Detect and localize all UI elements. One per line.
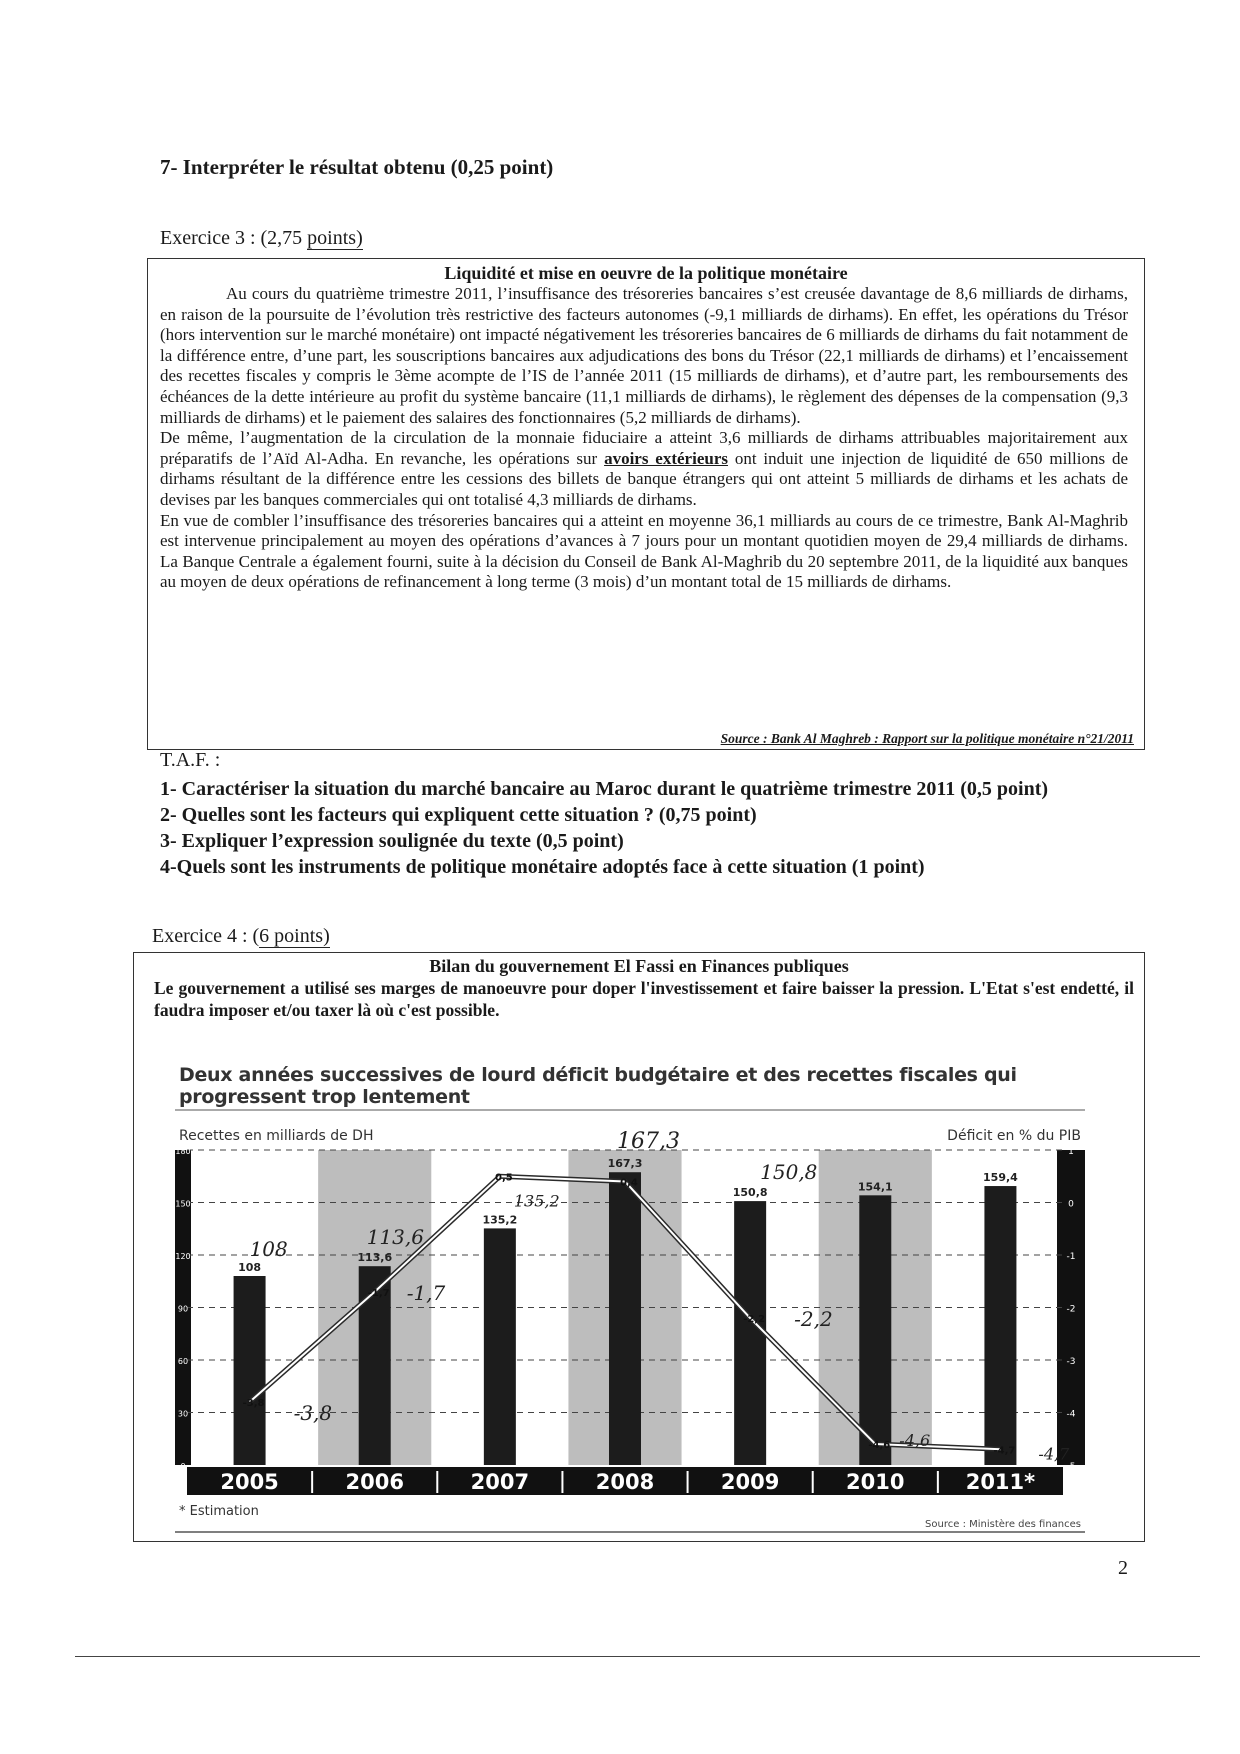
chart-footnote: * Estimation [179,1504,259,1519]
bar-value-label: 113,6 [357,1251,393,1265]
footer-rule [75,1656,1200,1657]
deficit-value-label: 0,5 [494,1172,513,1184]
paragraph-1: Au cours du quatrième trimestre 2011, l’insuffisance des trésoreries bancaires s’est creusée davantage de 8,6 milliards de dirhams, en raison de la poursuite de l’évolution très restrictive des facteurs autonomes (-9,1 milliards de dirhams). En effet, les opérations du Trésor (hors intervention sur le marché monétaire) ont impacté négativement les trésoreries bancaires de 6 milliards de dirhams du fait notamment de la différence entre, d’une part, les souscriptions bancaires aux adjudications des bons du Trésor (22,1 milliards de dirhams) et l’encaissement des recettes fiscales y compris le 3ème acompte de l’IS de l’année 2011 (15 milliards de dirhams), et d’autre part, les remboursements des échéances de la dette intérieure au profit du système bancaire (11,1 milliards de dirhams), le règlement des dépenses de la compensation (9,3 milliards de dirhams) et le paiement des salaires des fonctionnaires (5,2 milliards de dirhams). [160,284,1128,427]
question-7: 7- Interpréter le résultat obtenu (0,25 point) [160,155,554,179]
exercise-3-title-underlined: points) [307,227,363,249]
year-label: 2011* [965,1470,1036,1494]
exercise-3-title-prefix: Exercice 3 : (2,75 [160,227,308,249]
exercise-4-title [152,925,330,948]
bar-recettes [734,1201,766,1465]
handwritten-note: 135,2 [513,1191,560,1211]
handwritten-note: 150,8 [760,1160,818,1185]
question-2: 2- Quelles sont les facteurs qui expliquent cette situation ? (0,75 point) [160,804,757,826]
handwritten-note: 167,3 [617,1129,680,1154]
taf-label: T.A.F. : [160,749,221,771]
handwritten-note: -3,8 [293,1401,333,1425]
year-label: 2010 [846,1470,905,1494]
underlined-expression: avoirs extérieurs [604,448,728,468]
left-tick-label: 0 [180,1462,186,1471]
left-tick-label: 90 [177,1304,189,1314]
chart-svg [175,1060,1085,1536]
bar-recettes [859,1195,891,1465]
year-label: 2007 [470,1470,530,1494]
exercise-3-title [160,227,363,250]
bar-recettes [609,1172,641,1465]
left-tick-label: 30 [177,1409,189,1419]
exercise-3-box [147,258,1145,750]
exercise-4-intro: Le gouvernement a utilisé ses marges de manoeuvre pour doper l'investissement et faire baisser la pression. L'Etat s'est endetté, il faudra imposer et/ou taxer là où c'est possible. [154,978,1134,1020]
paragraph-2 [160,428,1128,510]
year-label: 2009 [720,1470,780,1494]
handwritten-note: 108 [249,1237,288,1261]
year-label: 2008 [595,1470,655,1494]
bar-value-label: 135,2 [482,1213,518,1227]
right-axis-label: Déficit en % du PIB [947,1128,1081,1144]
page-number: 2 [1118,1557,1128,1579]
handwritten-note: -4,6 [899,1431,931,1450]
exercise-4-title-underlined: 6 points) [259,925,330,947]
deficit-value-label: -4,7 [993,1445,1016,1457]
chart-source: Source : Ministère des finances [925,1519,1081,1530]
left-axis-label: Recettes en milliards de DH [179,1128,374,1144]
right-tick-label: -2 [1066,1304,1076,1315]
handwritten-note: -4,7 [1038,1444,1070,1464]
paragraph-2-b: ont induit une injection de liquidité de 650 millions de dirhams résultant de la différence entre les cessions des billets de banque étrangers qui ont atteint 5 milliards de dirhams et les achats de devises par les banques commerciales qui ont totalisé 4,3 milliards de dirhams. [160,448,1128,509]
right-tick-label: 0 [1068,1199,1074,1210]
bar-recettes [234,1276,266,1465]
deficit-value-label: -1,7 [367,1287,390,1299]
bar-value-label: 108 [238,1261,262,1274]
right-tick-label: -3 [1066,1357,1076,1367]
question-4: 4-Quels sont les instruments de politique monétaire adoptés face à cette situation (1 point) [160,856,925,878]
year-label: 2006 [345,1470,404,1494]
right-tick-label: 1 [1068,1147,1074,1157]
left-tick-label: 120 [175,1252,191,1261]
paragraph-2-a: De même, l’augmentation de la circulation de la monnaie fiduciaire a atteint 3,6 milliards de dirhams attribuables majoritairement aux préparatifs de l’Aïd Al-Adha. En revanche, les opérations sur [160,428,1128,468]
chart-title: Deux années successives de lourd déficit budgétaire et des recettes fiscales qui progressent trop lentement [179,1064,1017,1108]
exercise-3-text [148,284,1144,593]
right-tick-label: -1 [1066,1252,1076,1262]
bar-value-label: 150,8 [732,1186,768,1200]
right-tick-label: -5 [1066,1462,1076,1472]
left-tick-label: 180 [175,1147,191,1156]
handwritten-note: 113,6 [366,1225,424,1250]
bar-value-label: 159,4 [983,1171,1018,1185]
deficit-value-label: 0,4 [620,1177,638,1189]
paragraph-3: En vue de combler l’insuffisance des trésoreries bancaires qui a atteint en moyenne 36,1 milliards au cours de ce trimestre, Bank Al-Maghrib est intervenue principalement au moyen des opérations d’avances à 7 jours pour un montant quotidien moyen de 29,4 milliards de dirhams. La Banque Centrale a également fourni, suite à la décision du Conseil de Bank Al-Maghrib du 20 septembre 2011, de la liquidité aux banques au moyen de deux opérations de refinancement à long terme (3 mois) d’un montant total de 15 milliards de dirhams. [160,510,1128,592]
right-tick-label: -4 [1066,1409,1076,1420]
deficit-value-label: -3,8 [242,1398,265,1409]
exercise-3-source: Source : Bank Al Maghreb : Rapport sur la politique monétaire n°21/2011 [720,731,1134,746]
left-tick-label: 150 [175,1199,191,1209]
deficit-value-label: -4,6 [868,1440,891,1451]
bar-value-label: 167,3 [607,1157,643,1171]
exercise-4-box-title: Bilan du gouvernement El Fassi en Finances publiques [429,956,849,976]
budget-chart [175,1060,1085,1536]
exercise-4-title-prefix: Exercice 4 : ( [152,925,260,947]
year-label: 2005 [220,1470,279,1494]
handwritten-note: -1,7 [406,1280,446,1305]
question-3: 3- Expliquer l’expression soulignée du texte (0,5 point) [160,830,624,852]
left-tick-label: 60 [177,1357,189,1366]
bar-value-label: 154,1 [857,1180,893,1194]
questions-list [160,776,1140,880]
bar-recettes [484,1228,516,1465]
question-1: 1- Caractériser la situation du marché bancaire au Maroc durant le quatrième trimestre 2011 (0,5 point) [160,778,1049,800]
bar-recettes [984,1186,1016,1465]
handwritten-note: -2,2 [794,1307,833,1331]
deficit-value-label: -2,2 [743,1314,766,1325]
exercise-3-box-title: Liquidité et mise en oeuvre de la politique monétaire [444,263,848,283]
